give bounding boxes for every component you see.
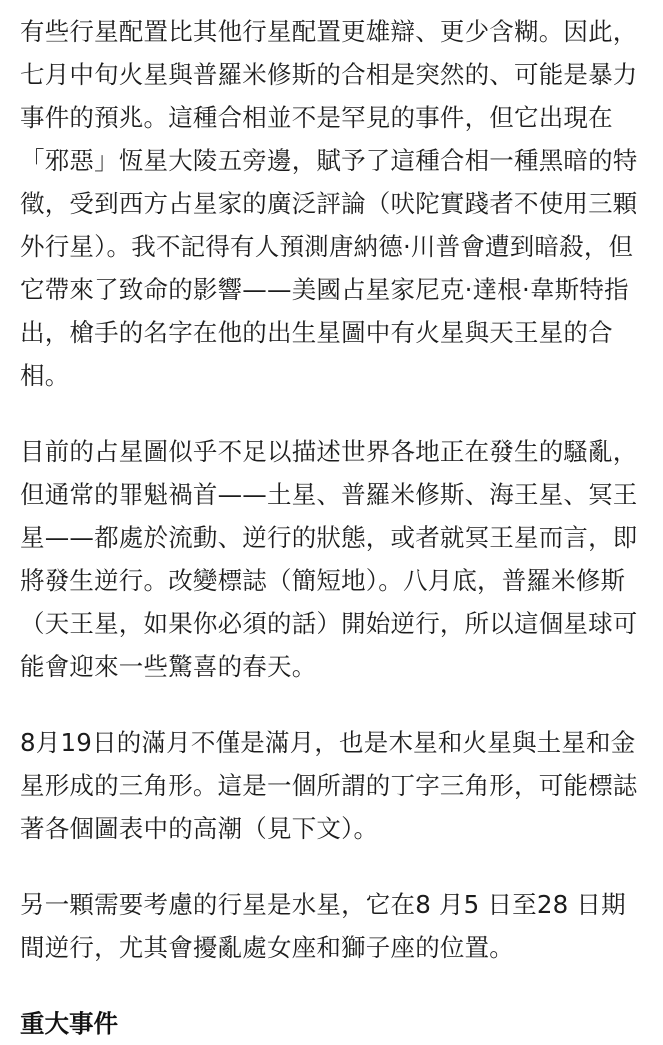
section-heading: 重大事件 <box>20 1009 118 1038</box>
paragraph-mercury-retrograde: 另一顆需要考慮的行星是水星，它在8 月5 日至28 日期間逆行，尤其會擾亂處女座和獅子座的位置。 <box>20 890 626 962</box>
paragraph-full-moon: 8月19日的滿月不僅是滿月，也是木星和火星與土星和金星形成的三角形。這是一個所謂的丁字三角形，可能標誌著各個圖表中的高潮（見下文）。 <box>20 728 638 843</box>
paragraph-mars-prometheus: 有些行星配置比其他行星配置更雄辯、更少含糊。因此，七月中旬火星與普羅米修斯的合相是突然的、可能是暴力事件的預兆。這種合相並不是罕見的事件，但它出現在「邪惡」恆星大陵五旁邊，賦予了這種合相一種黑暗的特徵，受到西方占星家的廣泛評論（吠陀實踐者不使用三顆外行星）。我不記得有人預測唐納德·川普會遭到暗殺，但它帶來了致命的影響——美國占星家尼克·達根·韋斯特指出，槍手的名字在他的出生星圖中有火星與天王星的合相。 <box>20 17 638 390</box>
paragraph-current-charts: 目前的占星圖似乎不足以描述世界各地正在發生的騷亂，但通常的罪魁禍首——土星、普羅米修斯、海王星、冥王星——都處於流動、逆行的狀態，或者就冥王星而言，即將發生逆行。改變標誌（簡短地）。八月底，普羅米修斯（天王星，如果你必須的話）開始逆行，所以這個星球可能會迎來一些驚喜的春天。 <box>20 437 638 681</box>
article-body <box>20 10 648 1045</box>
